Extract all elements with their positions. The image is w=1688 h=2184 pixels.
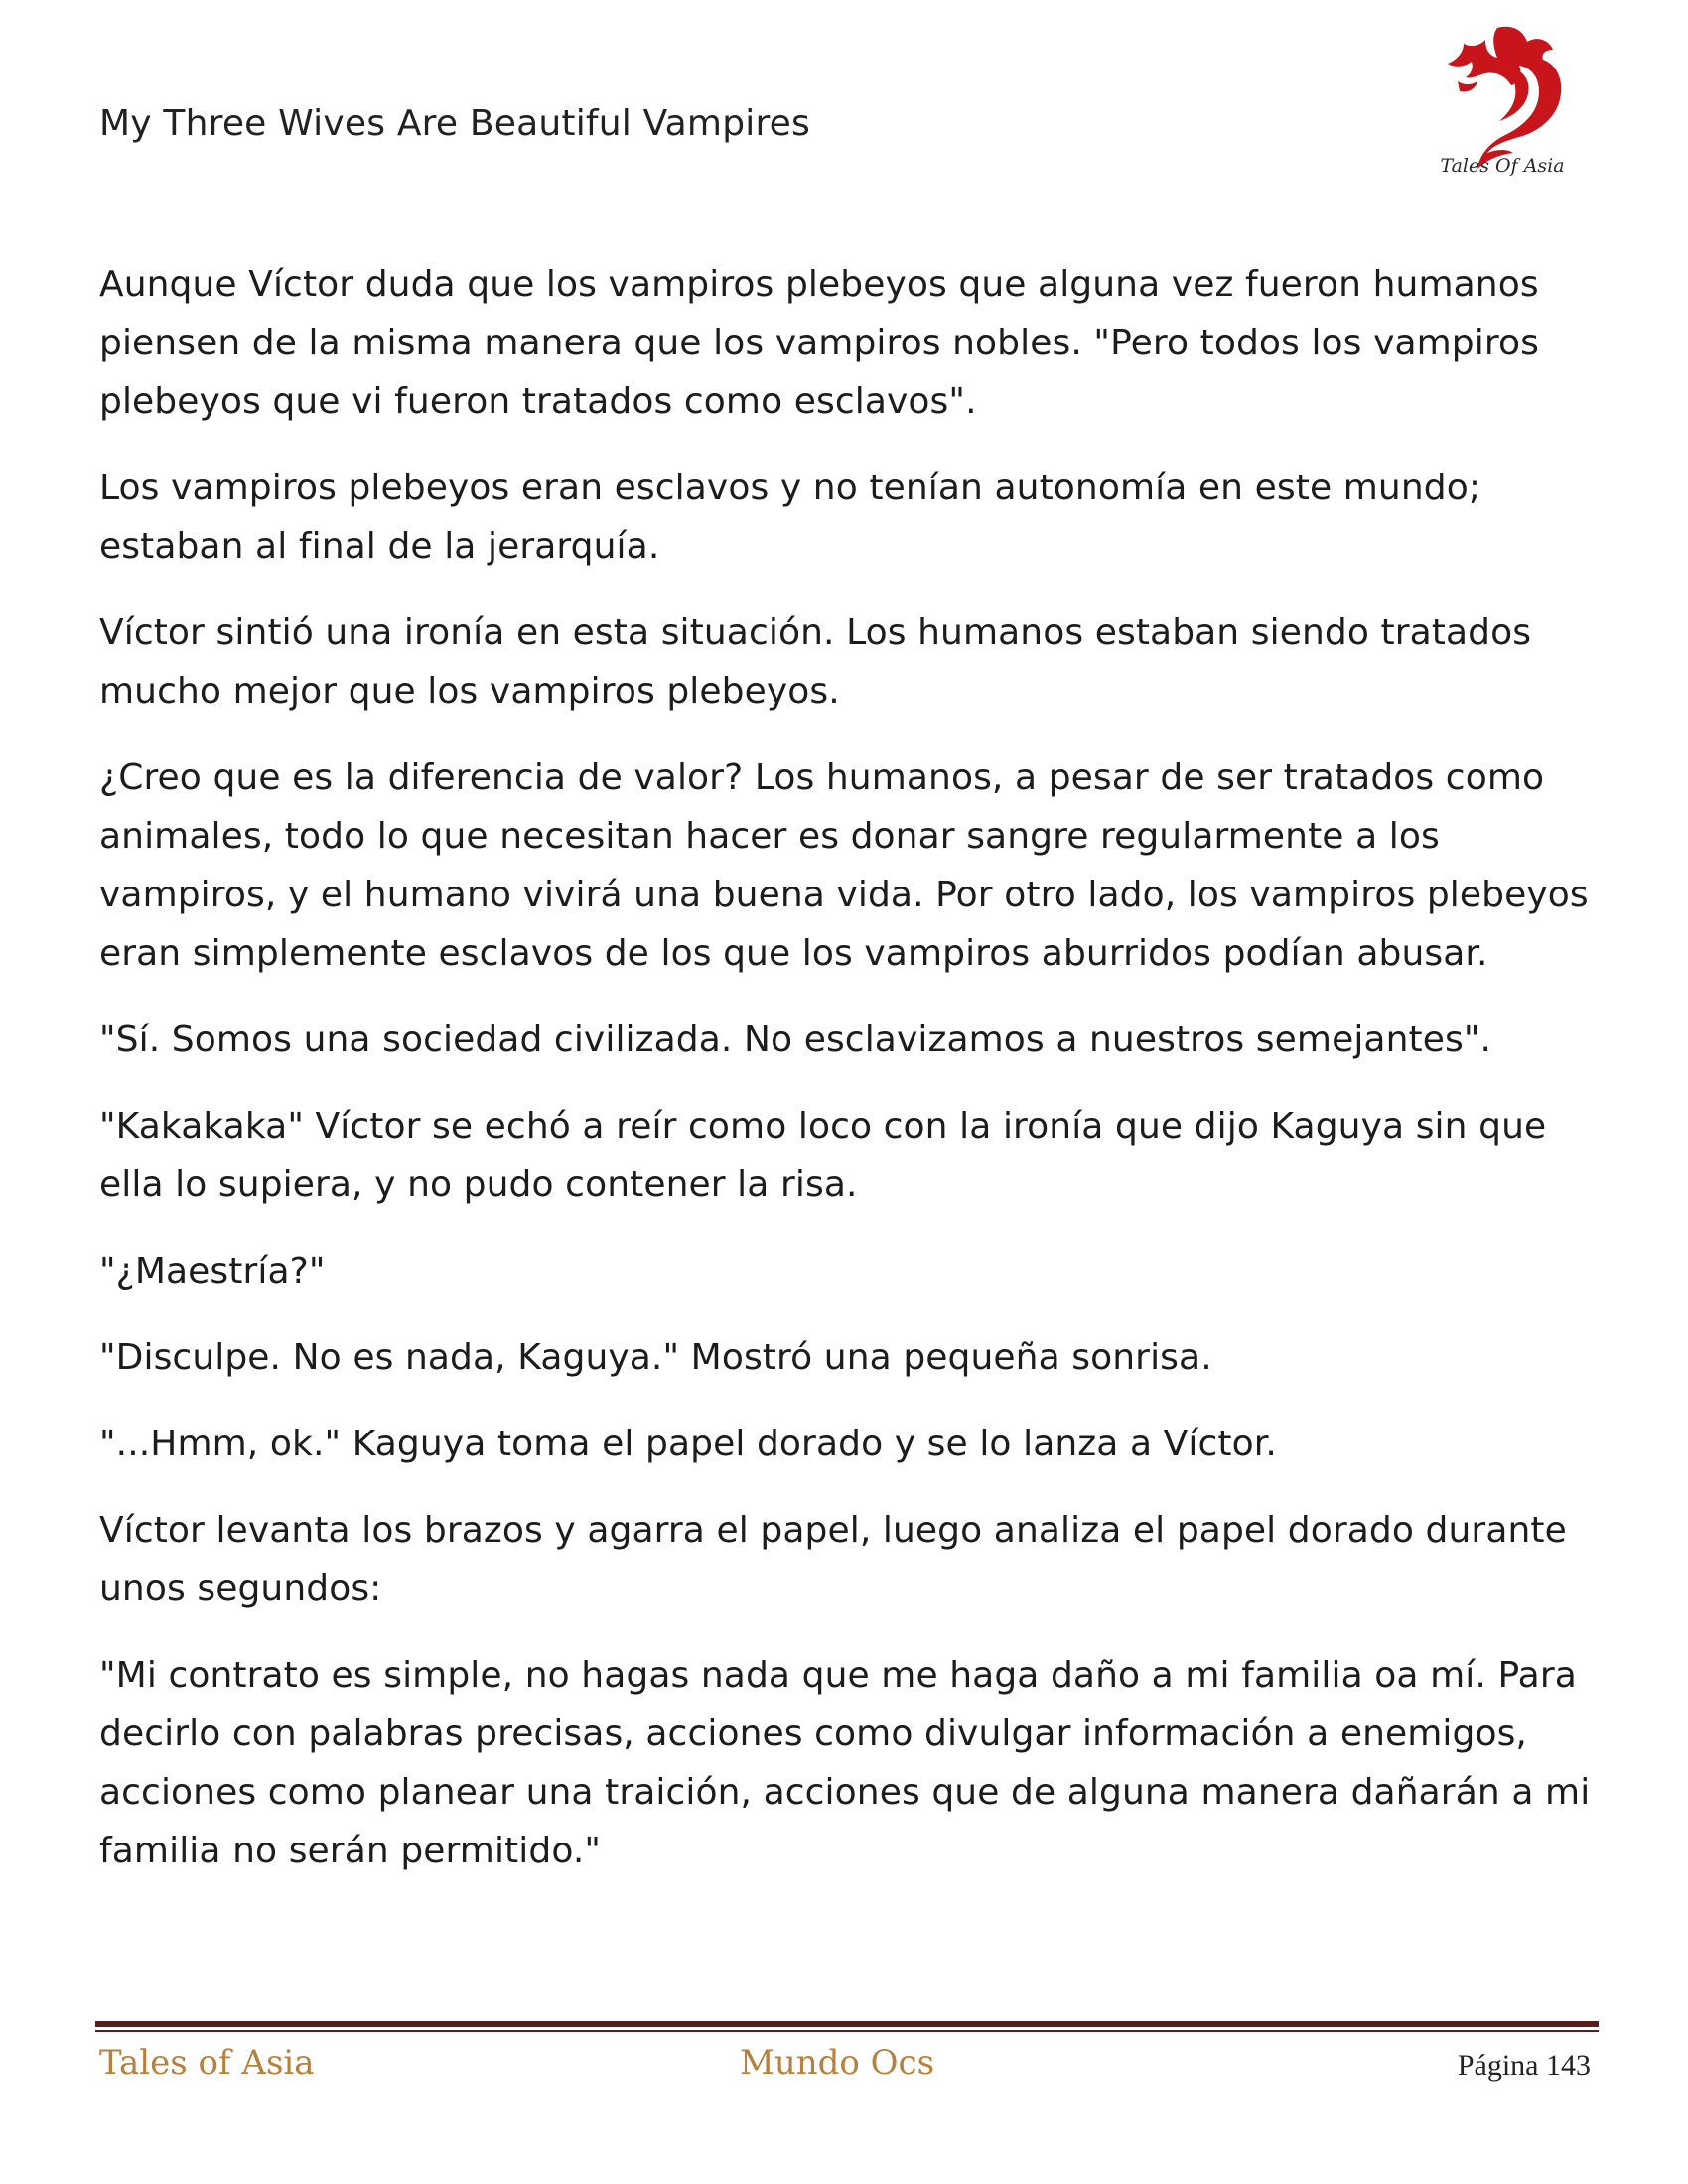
footer-center-text: Mundo Ocs xyxy=(740,2043,935,2083)
paragraph: Aunque Víctor duda que los vampiros plebeyos que alguna vez fueron humanos piensen de la misma manera que los vampiros nobles. "Pero todos los vampiros plebeyos que vi fueron tratados como esclavos". xyxy=(99,264,1539,422)
paragraph: "Disculpe. No es nada, Kaguya." Mostró una pequeña sonrisa. xyxy=(99,1337,1212,1378)
footer-publisher: Tales of Asia xyxy=(99,2043,315,2083)
paragraph: "Sí. Somos una sociedad civilizada. No esclavizamos a nuestros semejantes". xyxy=(99,1020,1492,1060)
document-title: My Three Wives Are Beautiful Vampires xyxy=(99,103,810,144)
paragraph: "¿Maestría?" xyxy=(99,1251,326,1292)
footer-divider xyxy=(95,2021,1599,2027)
body-text xyxy=(99,255,1599,1908)
paragraph: Los vampiros plebeyos eran esclavos y no tenían autonomía en este mundo; estaban al final de la jerarquía. xyxy=(99,468,1481,567)
page-number: Página 143 xyxy=(1457,2049,1591,2082)
paragraph: "Kakakaka" Víctor se echó a reír como loco con la ironía que dijo Kaguya sin que ella lo supiera, y no pudo contener la risa. xyxy=(99,1106,1547,1205)
footer-divider-thin xyxy=(95,2030,1599,2032)
paragraph: Víctor sintió una ironía en esta situación. Los humanos estaban siendo tratados mucho mejor que los vampiros plebeyos. xyxy=(99,613,1532,712)
paragraph: Víctor levanta los brazos y agarra el papel, luego analiza el papel dorado durante unos segundos: xyxy=(99,1510,1567,1609)
paragraph: ¿Creo que es la diferencia de valor? Los humanos, a pesar de ser tratados como animales, todo lo que necesitan hacer es donar sangre regularmente a los vampiros, y el humano vivirá una buena vida. Por otro lado, los vampiros plebeyos eran simplemente esclavos de los que los vampiros aburridos podían abusar. xyxy=(99,757,1589,974)
logo-text: Tales Of Asia xyxy=(1440,155,1565,177)
paragraph: "...Hmm, ok." Kaguya toma el papel dorado y se lo lanza a Víctor. xyxy=(99,1424,1277,1464)
paragraph: "Mi contrato es simple, no hagas nada que me haga daño a mi familia oa mí. Para decirlo con palabras precisas, acciones como divulgar información a enemigos, acciones como planear una traición, acciones que de alguna manera dañarán a mi familia no serán permitido." xyxy=(99,1655,1591,1871)
